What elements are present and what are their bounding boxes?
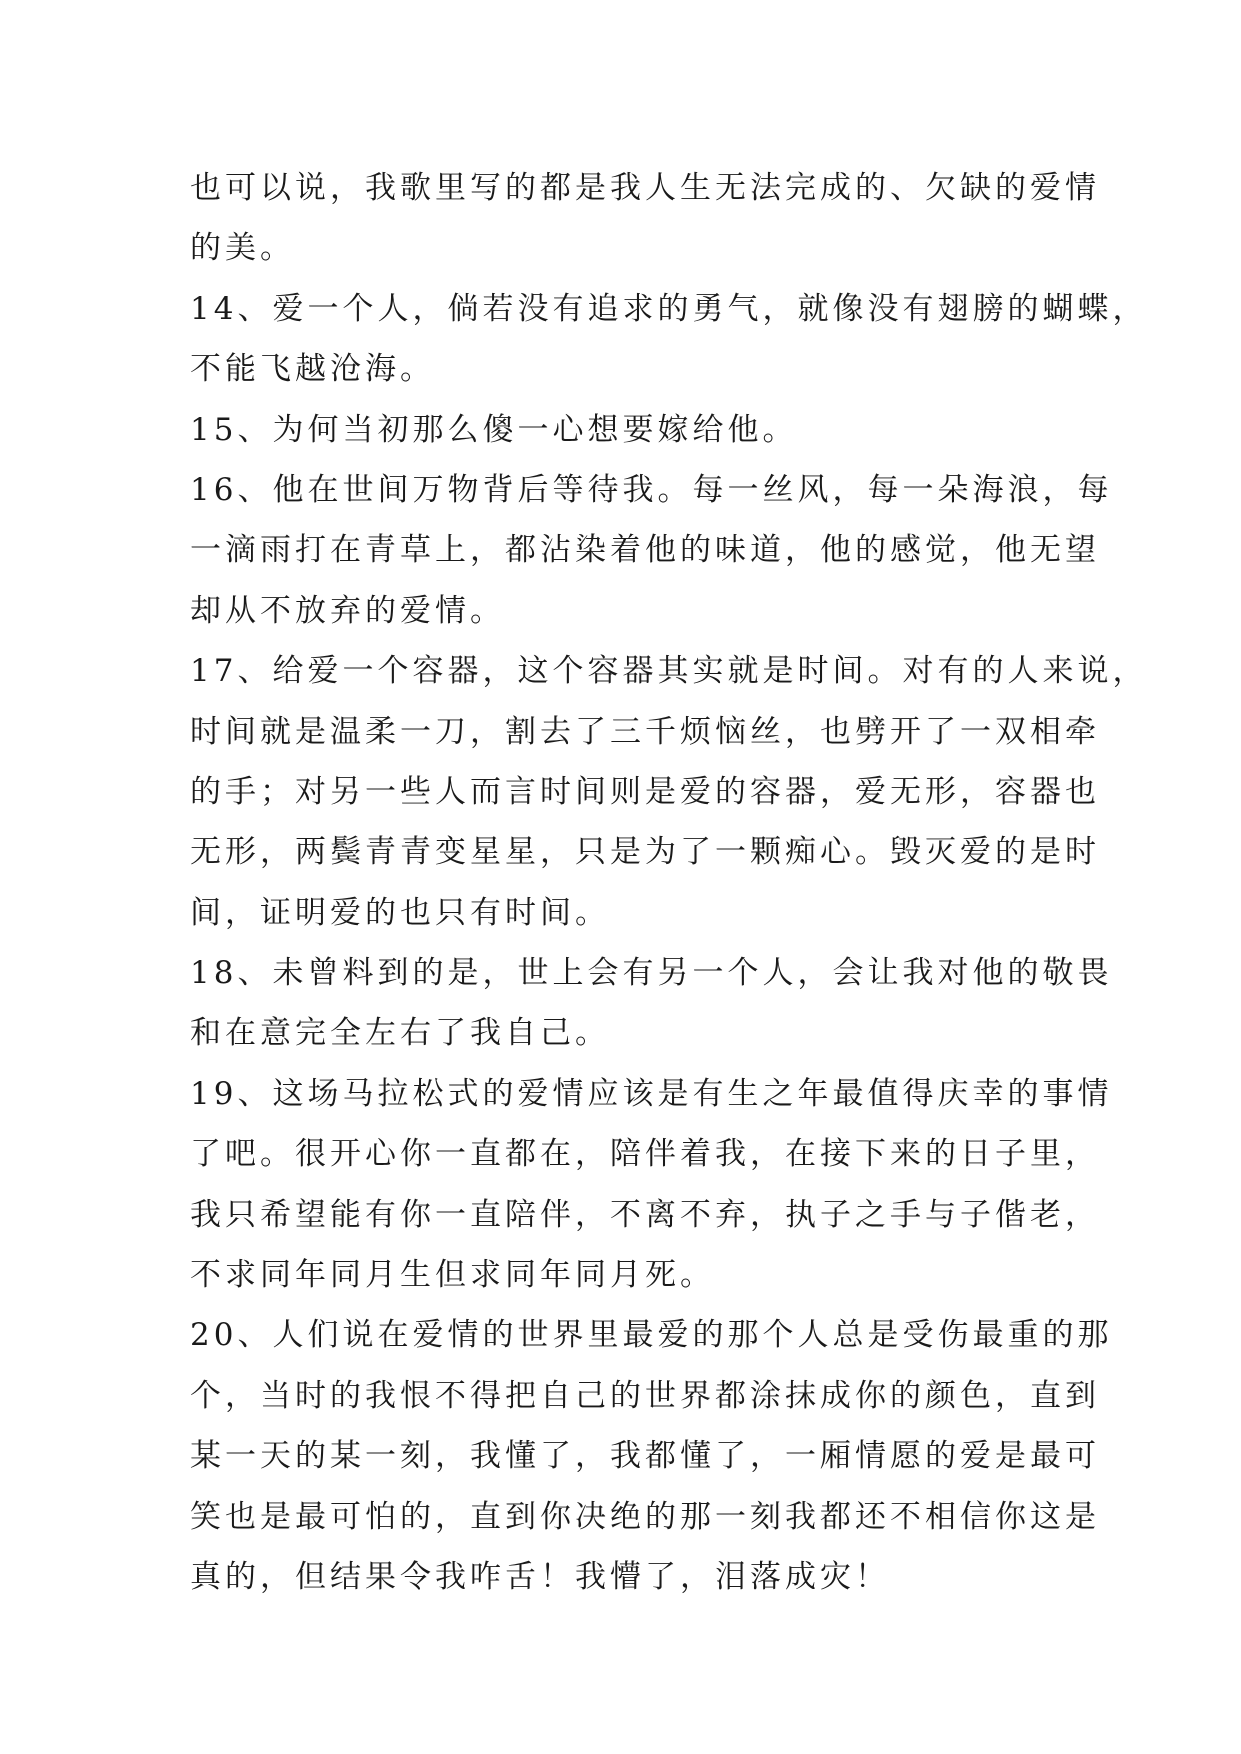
text-line: 14、爱一个人，倘若没有追求的勇气，就像没有翅膀的蝴蝶， <box>190 290 1148 327</box>
text-line: 17、给爱一个容器，这个容器其实就是时间。对有的人来说， <box>190 653 1148 690</box>
text-line: 却从不放弃的爱情。 <box>190 592 505 629</box>
text-line: 笑也是最可怕的，直到你决绝的那一刻我都还不相信你这是 <box>190 1498 1100 1535</box>
text-line: 一滴雨打在青草上，都沾染着他的味道，他的感觉，他无望 <box>190 532 1100 569</box>
text-line: 19、这场马拉松式的爱情应该是有生之年最值得庆幸的事情 <box>190 1075 1113 1112</box>
text-line: 时间就是温柔一刀，割去了三千烦恼丝，也劈开了一双相牵 <box>190 713 1100 750</box>
text-line: 真的，但结果令我咋舌！我懵了，泪落成灾！ <box>190 1558 890 1595</box>
text-line: 18、未曾料到的是，世上会有另一个人，会让我对他的敬畏 <box>190 955 1113 992</box>
text-line: 我只希望能有你一直陪伴，不离不弃，执子之手与子偕老， <box>190 1196 1100 1233</box>
text-line: 某一天的某一刻，我懂了，我都懂了，一厢情愿的爱是最可 <box>190 1438 1100 1475</box>
text-line: 也可以说，我歌里写的都是我人生无法完成的、欠缺的爱情 <box>190 170 1100 206</box>
text-line: 15、为何当初那么傻一心想要嫁给他。 <box>190 411 798 448</box>
text-line: 20、人们说在爱情的世界里最爱的那个人总是受伤最重的那 <box>190 1317 1113 1354</box>
body-text <box>190 158 1148 1607</box>
text-line: 不能飞越沧海。 <box>190 351 435 388</box>
text-line: 和在意完全左右了我自己。 <box>190 1015 610 1052</box>
text-line: 了吧。很开心你一直都在，陪伴着我，在接下来的日子里， <box>190 1136 1100 1173</box>
text-line: 不求同年同月生但求同年同月死。 <box>190 1257 715 1294</box>
text-line: 个，当时的我恨不得把自己的世界都涂抹成你的颜色，直到 <box>190 1377 1100 1414</box>
text-line: 无形，两鬓青青变星星，只是为了一颗痴心。毁灭爱的是时 <box>190 834 1100 871</box>
text-line: 的美。 <box>190 230 295 267</box>
text-line: 的手；对另一些人而言时间则是爱的容器，爱无形，容器也 <box>190 773 1100 810</box>
text-line: 间，证明爱的也只有时间。 <box>190 894 610 931</box>
text-line: 16、他在世间万物背后等待我。每一丝风，每一朵海浪，每 <box>190 471 1113 508</box>
